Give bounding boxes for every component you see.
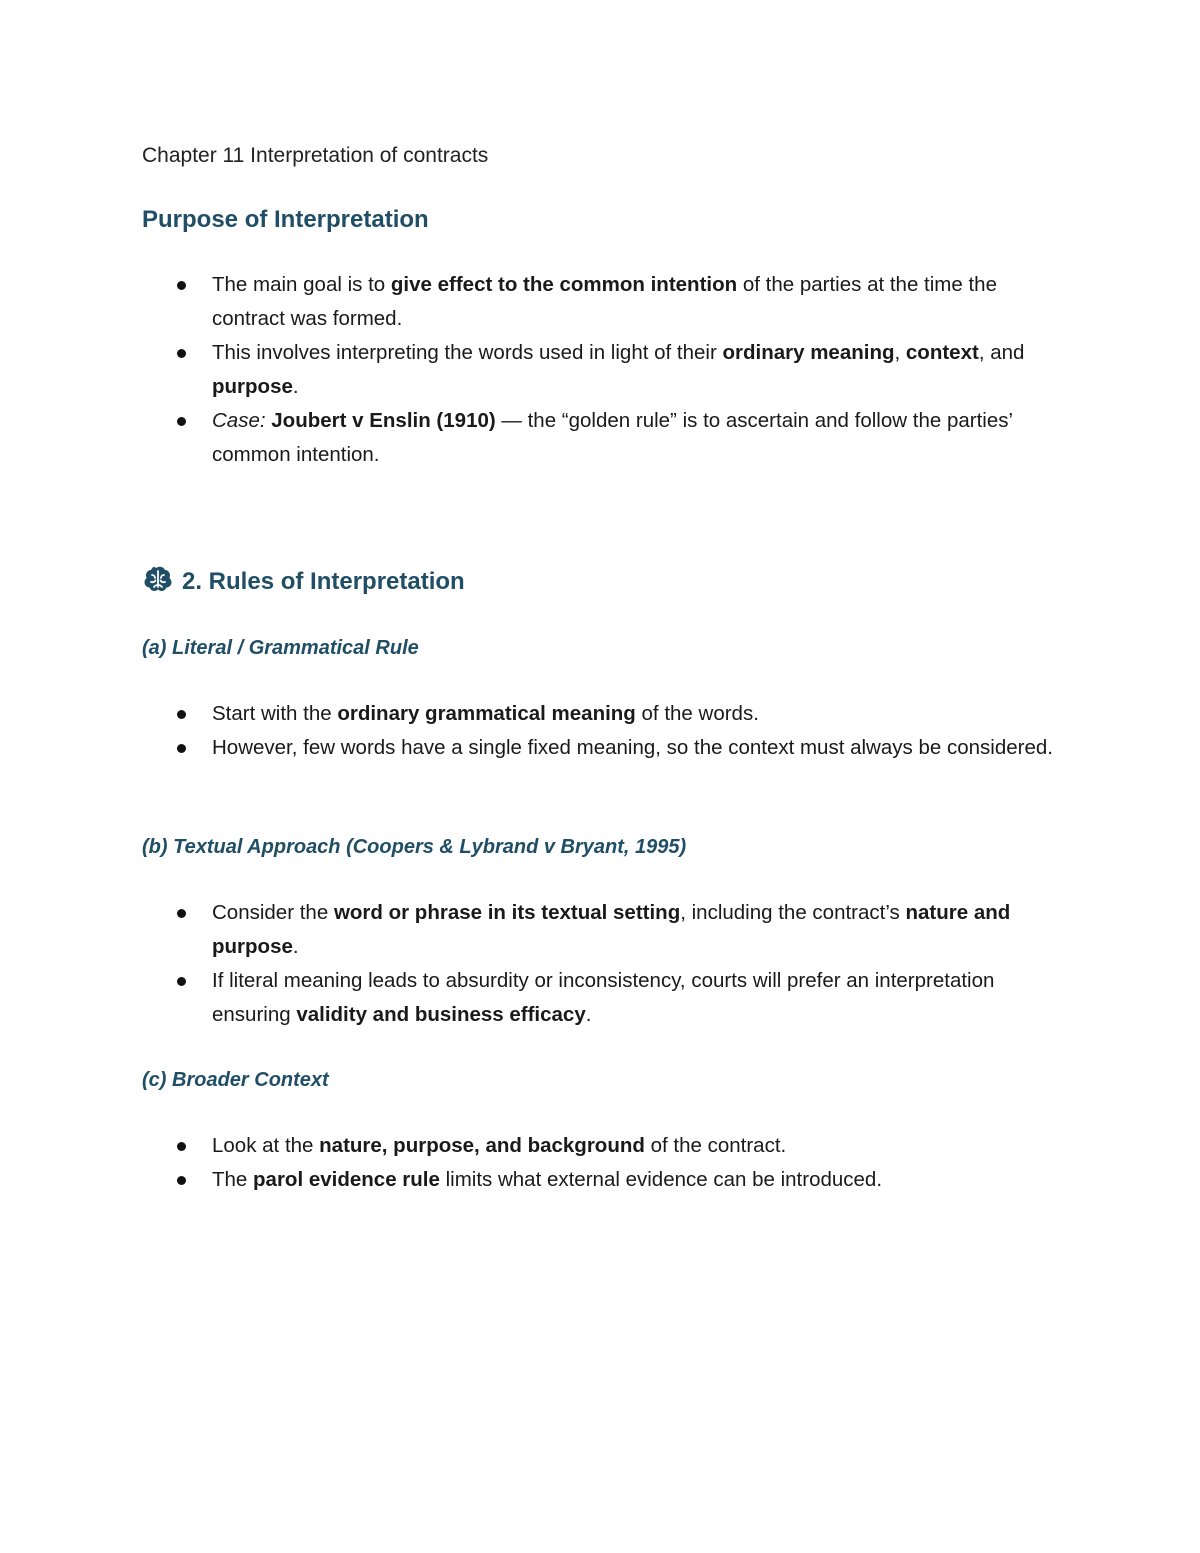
list-item: If literal meaning leads to absurdity or inconsistency, courts will prefer an interpretation ensuring validity and business efficacy. (142, 964, 1062, 1032)
section-heading-rules (142, 563, 465, 598)
list-item: Start with the ordinary grammatical meaning of the words. (142, 697, 1062, 731)
list-item: The parol evidence rule limits what external evidence can be introduced. (142, 1163, 1062, 1197)
section-heading-purpose: Purpose of Interpretation (142, 206, 429, 233)
list-item: However, few words have a single fixed meaning, so the context must always be considered. (142, 731, 1062, 765)
purpose-list (142, 268, 1062, 472)
chapter-title: Chapter 11 Interpretation of contracts (142, 144, 489, 167)
subheading-textual-approach: (b) Textual Approach (Coopers & Lybrand v Bryant, 1995) (142, 836, 687, 858)
list-item: Case: Joubert v Enslin (1910) — the “golden rule” is to ascertain and follow the parties’ common intention. (142, 404, 1062, 472)
literal-rule-list (142, 697, 1062, 765)
rules-heading-text: 2. Rules of Interpretation (182, 568, 465, 595)
list-item: Consider the word or phrase in its textual setting, including the contract’s nature and purpose. (142, 896, 1062, 964)
textual-approach-list (142, 896, 1062, 1032)
subheading-literal-rule: (a) Literal / Grammatical Rule (142, 637, 419, 659)
brain-icon (142, 563, 174, 595)
broader-context-list (142, 1129, 1062, 1197)
list-item: Look at the nature, purpose, and background of the contract. (142, 1129, 1062, 1163)
list-item: This involves interpreting the words used in light of their ordinary meaning, context, and purpose. (142, 336, 1062, 404)
subheading-broader-context: (c) Broader Context (142, 1069, 329, 1091)
list-item: The main goal is to give effect to the common intention of the parties at the time the contract was formed. (142, 268, 1062, 336)
